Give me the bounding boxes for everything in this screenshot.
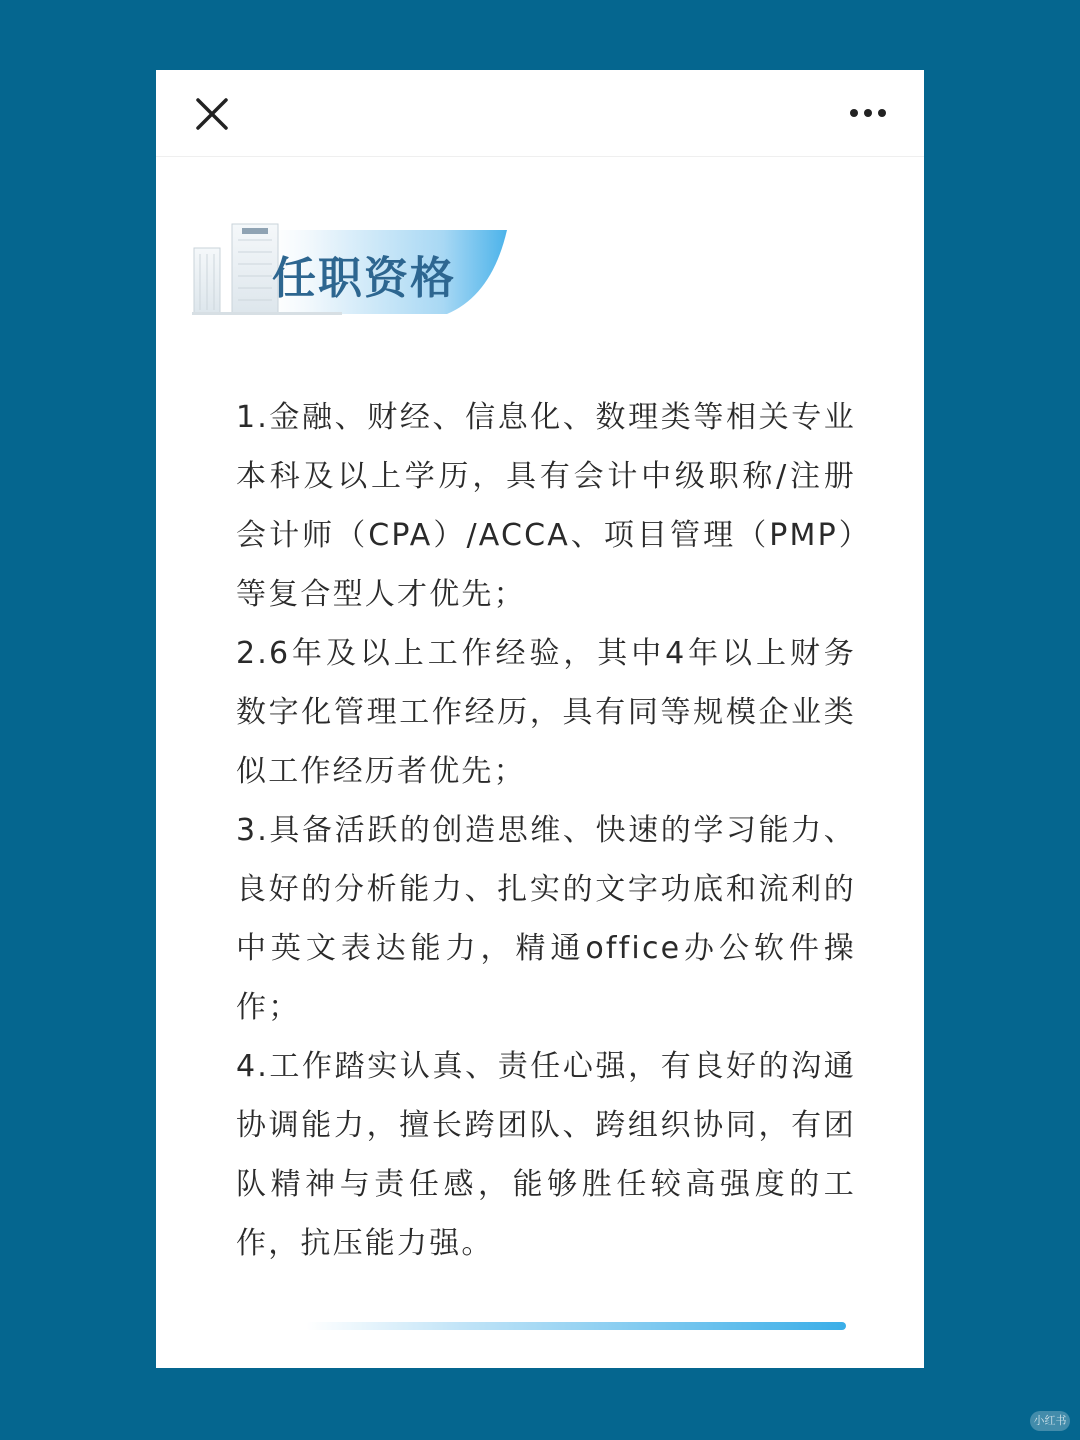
requirement-item: 2.6年及以上工作经验，其中4年以上财务数字化管理工作经历，具有同等规模企业类似工作经历者优先； [236, 636, 856, 789]
decorative-bottom-bar [306, 1322, 846, 1330]
more-icon [846, 98, 892, 128]
requirement-item: 1.金融、财经、信息化、数理类等相关专业本科及以上学历，具有会计中级职称/注册会计师（CPA）/ACCA、项目管理（PMP）等复合型人才优先； [236, 400, 856, 612]
requirements-list [236, 388, 856, 1273]
more-button[interactable] [846, 98, 892, 128]
close-button[interactable] [192, 94, 232, 134]
section-title: 任职资格 [272, 253, 456, 304]
section-header-banner [192, 220, 512, 320]
content-card [156, 70, 924, 1368]
top-bar [156, 70, 924, 157]
requirement-item: 3.具备活跃的创造思维、快速的学习能力、良好的分析能力、扎实的文字功底和流利的中英文表达能力，精通office办公软件操作； [236, 813, 856, 1025]
close-icon [192, 94, 232, 134]
watermark: 小红书 [1030, 1411, 1070, 1431]
requirement-item: 4.工作踏实认真、责任心强，有良好的沟通协调能力，擅长跨团队、跨组织协同，有团队精神与责任感，能够胜任较高强度的工作，抗压能力强。 [236, 1049, 856, 1261]
